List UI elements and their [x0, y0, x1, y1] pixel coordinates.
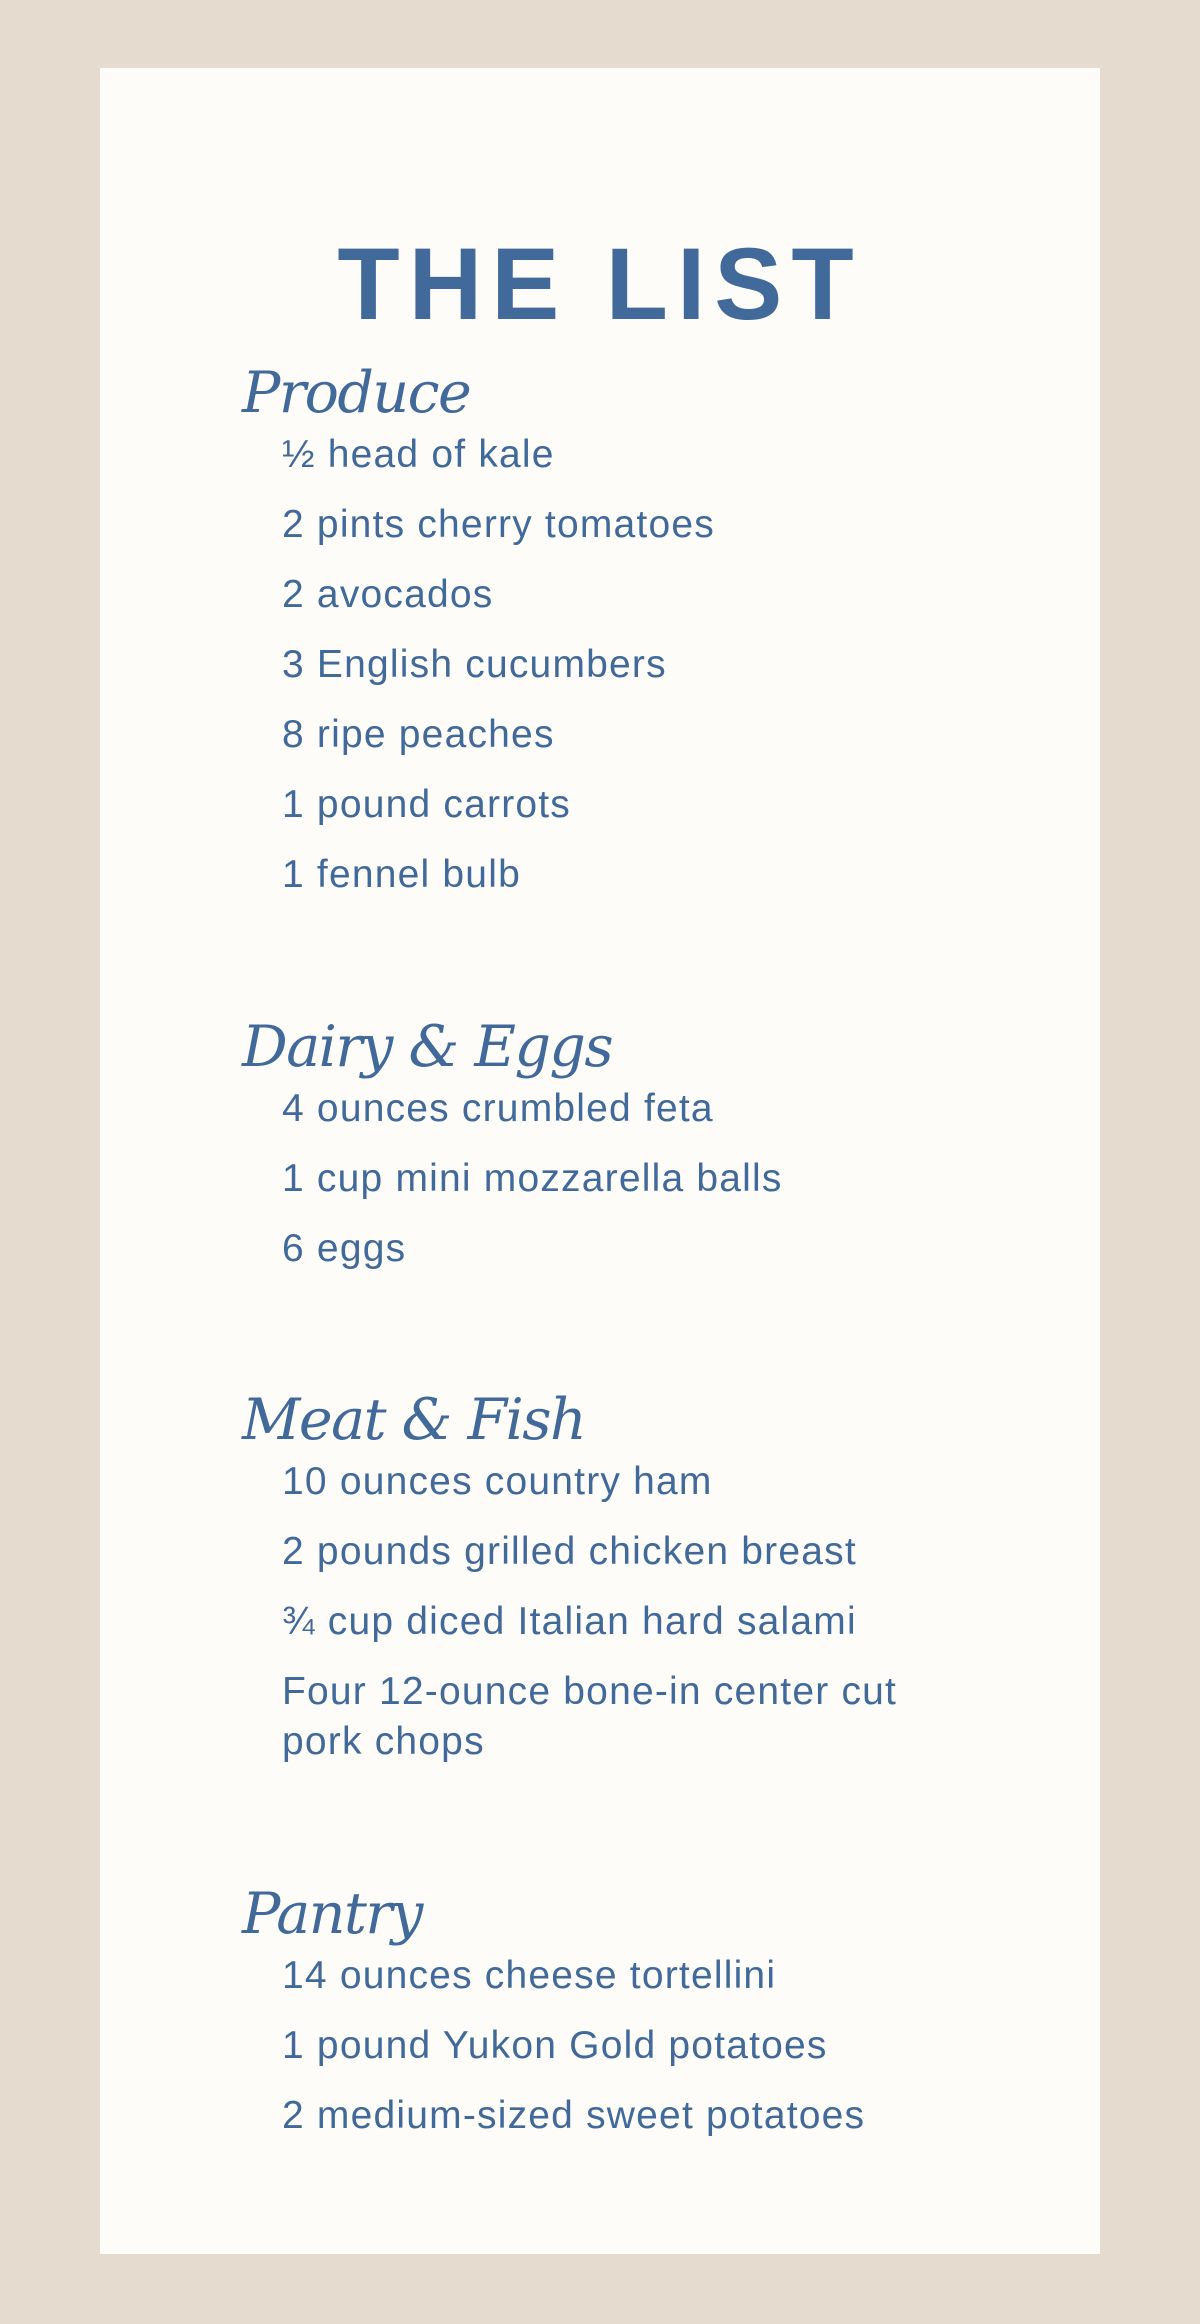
- item-list: [100, 1951, 1100, 2141]
- section-dairy-eggs: [100, 1012, 1100, 1294]
- list-item: 2 pints cherry tomatoes: [282, 503, 715, 546]
- page-title: THE LIST: [337, 227, 863, 341]
- list-item: 2 medium-sized sweet potatoes: [282, 2094, 866, 2137]
- list-item: ½ head of kale: [282, 433, 555, 476]
- list-item: 1 cup mini mozzarella balls: [282, 1157, 783, 1200]
- list-item: 4 ounces crumbled feta: [282, 1087, 714, 1130]
- list-item: 2 pounds grilled chicken breast: [282, 1530, 857, 1573]
- list-item: 1 fennel bulb: [282, 853, 521, 896]
- list-item: ¾ cup diced Italian hard salami: [282, 1600, 857, 1643]
- section-pantry: [100, 1879, 1100, 2161]
- section-heading: Produce: [242, 360, 471, 426]
- item-list: [100, 1084, 1100, 1274]
- list-item: 8 ripe peaches: [282, 713, 555, 756]
- list-item: 2 avocados: [282, 573, 494, 616]
- list-item: 14 ounces cheese tortellini: [282, 1954, 777, 1997]
- section-produce: [100, 358, 1100, 920]
- list-item: 6 eggs: [282, 1227, 407, 1270]
- list-card: [100, 68, 1100, 2254]
- section-heading: Meat & Fish: [242, 1387, 586, 1453]
- list-item: 10 ounces country ham: [282, 1460, 713, 1503]
- section-heading: Pantry: [242, 1881, 422, 1947]
- list-item: 1 pound carrots: [282, 783, 572, 826]
- item-list: [100, 1457, 1100, 1767]
- section-meat-fish: [100, 1385, 1100, 1787]
- list-item: 1 pound Yukon Gold potatoes: [282, 2024, 828, 2067]
- item-list: [100, 430, 1100, 900]
- list-item: 3 English cucumbers: [282, 643, 667, 686]
- list-item: Four 12-ounce bone-in center cut pork chops: [282, 1670, 898, 1763]
- section-heading: Dairy & Eggs: [242, 1014, 613, 1080]
